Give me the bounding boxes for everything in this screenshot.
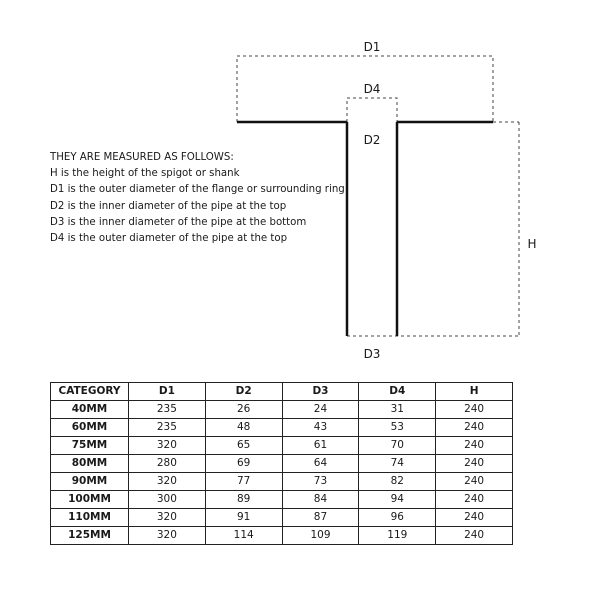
cell-category: 110MM bbox=[51, 509, 129, 527]
header-d3: D3 bbox=[282, 383, 359, 401]
cell-d2: 89 bbox=[205, 491, 282, 509]
cell-d1: 235 bbox=[129, 401, 206, 419]
cell-d3: 43 bbox=[282, 419, 359, 437]
table-row bbox=[51, 455, 513, 473]
note-line-d1: D1 is the outer diameter of the flange or surrounding ring bbox=[50, 184, 345, 196]
cell-h: 240 bbox=[436, 473, 513, 491]
cell-d4: 82 bbox=[359, 473, 436, 491]
cell-d2: 69 bbox=[205, 455, 282, 473]
cell-d1: 300 bbox=[129, 491, 206, 509]
cell-d1: 320 bbox=[129, 527, 206, 545]
label-d4: D4 bbox=[363, 82, 381, 96]
cell-h: 240 bbox=[436, 491, 513, 509]
cell-d4: 74 bbox=[359, 455, 436, 473]
header-h: H bbox=[436, 383, 513, 401]
cell-d1: 320 bbox=[129, 509, 206, 527]
header-d1: D1 bbox=[129, 383, 206, 401]
cell-category: 125MM bbox=[51, 527, 129, 545]
cell-d1: 320 bbox=[129, 473, 206, 491]
cell-d3: 61 bbox=[282, 437, 359, 455]
cell-d2: 65 bbox=[205, 437, 282, 455]
cell-category: 75MM bbox=[51, 437, 129, 455]
header-category: CATEGORY bbox=[51, 383, 129, 401]
cell-d1: 235 bbox=[129, 419, 206, 437]
note-line-h: H is the height of the spigot or shank bbox=[50, 168, 240, 180]
cell-d4: 70 bbox=[359, 437, 436, 455]
d4-dimension-outline bbox=[347, 98, 397, 122]
note-line-d3: D3 is the inner diameter of the pipe at the bottom bbox=[50, 216, 307, 228]
cell-h: 240 bbox=[436, 527, 513, 545]
cell-d4: 96 bbox=[359, 509, 436, 527]
cell-h: 240 bbox=[436, 401, 513, 419]
dimensions-table bbox=[50, 382, 513, 545]
note-line-d4: D4 is the outer diameter of the pipe at the top bbox=[50, 233, 288, 245]
table-row bbox=[51, 491, 513, 509]
table-row bbox=[51, 473, 513, 491]
cell-d3: 24 bbox=[282, 401, 359, 419]
label-d2: D2 bbox=[363, 133, 381, 147]
cell-d2: 77 bbox=[205, 473, 282, 491]
cell-h: 240 bbox=[436, 509, 513, 527]
cell-d2: 91 bbox=[205, 509, 282, 527]
table-row bbox=[51, 527, 513, 545]
cell-h: 240 bbox=[436, 419, 513, 437]
header-d2: D2 bbox=[205, 383, 282, 401]
cell-category: 90MM bbox=[51, 473, 129, 491]
table-row bbox=[51, 401, 513, 419]
measurement-notes bbox=[50, 150, 370, 247]
table-header-row bbox=[51, 383, 513, 401]
note-line-d2: D2 is the inner diameter of the pipe at the top bbox=[50, 200, 287, 212]
cell-d3: 87 bbox=[282, 509, 359, 527]
cell-d4: 94 bbox=[359, 491, 436, 509]
table-row bbox=[51, 419, 513, 437]
cell-d4: 53 bbox=[359, 419, 436, 437]
cell-category: 80MM bbox=[51, 455, 129, 473]
cell-d4: 31 bbox=[359, 401, 436, 419]
cell-h: 240 bbox=[436, 437, 513, 455]
label-d1: D1 bbox=[363, 40, 381, 54]
cell-d1: 320 bbox=[129, 437, 206, 455]
table-row bbox=[51, 437, 513, 455]
cell-d3: 73 bbox=[282, 473, 359, 491]
cell-d1: 280 bbox=[129, 455, 206, 473]
notes-heading: THEY ARE MEASURED AS FOLLOWS: bbox=[50, 152, 234, 163]
label-d3: D3 bbox=[363, 347, 381, 361]
header-d4: D4 bbox=[359, 383, 436, 401]
cell-d2: 26 bbox=[205, 401, 282, 419]
cell-d4: 119 bbox=[359, 527, 436, 545]
cell-d2: 48 bbox=[205, 419, 282, 437]
label-h: H bbox=[527, 237, 537, 251]
cell-d3: 109 bbox=[282, 527, 359, 545]
table-row bbox=[51, 509, 513, 527]
cell-category: 40MM bbox=[51, 401, 129, 419]
cell-d3: 84 bbox=[282, 491, 359, 509]
cell-category: 100MM bbox=[51, 491, 129, 509]
cell-h: 240 bbox=[436, 455, 513, 473]
cell-d2: 114 bbox=[205, 527, 282, 545]
cell-d3: 64 bbox=[282, 455, 359, 473]
cell-category: 60MM bbox=[51, 419, 129, 437]
